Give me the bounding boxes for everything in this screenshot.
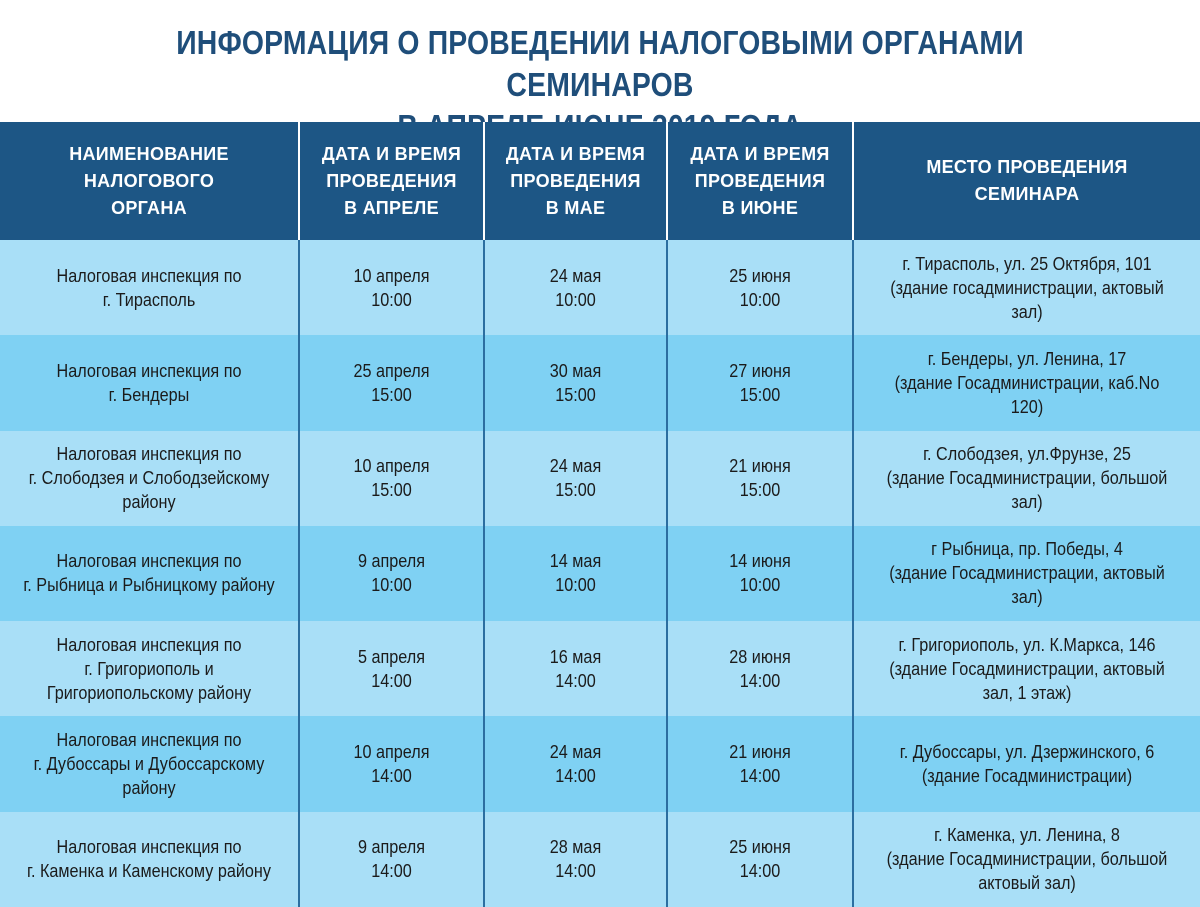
table-row (0, 431, 1200, 526)
cell-line: 24 мая (549, 456, 602, 477)
cell-april (299, 240, 484, 335)
cell-april (299, 526, 484, 621)
seminar-schedule-table (0, 122, 1200, 907)
cell-organ (0, 526, 299, 621)
cell-line: 14:00 (555, 861, 596, 882)
table-row (0, 812, 1200, 907)
cell-may (484, 431, 667, 526)
cell-content (20, 442, 277, 514)
cell-line: 21 июня (729, 456, 791, 477)
cell-line: 14 июня (729, 551, 791, 572)
cell-line: зал) (1011, 301, 1043, 322)
cell-line: 25 апреля (353, 360, 430, 381)
cell-content (315, 835, 469, 883)
cell-june (667, 240, 853, 335)
cell-line: 15:00 (739, 480, 781, 501)
header-text: В ИЮНЕ (721, 197, 799, 218)
cell-line: г. Дубоссары и Дубоссарскому (33, 754, 265, 775)
cell-organ (0, 716, 299, 811)
cell-content (683, 645, 838, 693)
cell-content (20, 549, 277, 597)
header-text: СЕМИНАРА (974, 184, 1080, 204)
cell-line: 14:00 (371, 861, 412, 882)
cell-june (667, 431, 853, 526)
cell-line: 30 мая (549, 360, 602, 381)
cell-content (877, 823, 1178, 895)
header-text: ДАТА И ВРЕМЯ (321, 143, 462, 164)
cell-content (20, 633, 277, 705)
cell-line: г. Григориополь и (84, 658, 214, 679)
cell-line: 10:00 (739, 575, 781, 596)
cell-line: 10 апреля (353, 742, 430, 763)
cell-june (667, 335, 853, 430)
cell-line: 28 мая (549, 837, 602, 858)
cell-line: району (122, 778, 176, 799)
cell-line: актовый зал) (978, 873, 1076, 894)
cell-line: 10:00 (555, 575, 596, 596)
cell-june (667, 716, 853, 811)
cell-line: Налоговая инспекция по (56, 634, 242, 655)
cell-content (499, 264, 651, 312)
cell-line: г. Слободзея и Слободзейскому (28, 468, 270, 489)
cell-line: Налоговая инспекция по (56, 551, 242, 572)
cell-line: г. Каменка и Каменскому району (27, 861, 271, 882)
cell-line: 9 апреля (357, 551, 425, 572)
cell-line: Налоговая инспекция по (56, 730, 242, 751)
header-organ (0, 122, 299, 240)
cell-line: 15:00 (371, 480, 412, 501)
cell-line: зал) (1011, 492, 1043, 513)
cell-content (315, 264, 469, 312)
cell-line: (здание Госадминистрации, каб.No (894, 372, 1160, 393)
cell-line: 24 мая (549, 742, 602, 763)
cell-line: (здание госадминистрации, актовый (890, 277, 1164, 298)
cell-line: зал, 1 этаж) (982, 682, 1072, 703)
cell-line: 10:00 (371, 575, 412, 596)
cell-content (683, 454, 838, 502)
cell-line: г. Дубоссары, ул. Дзержинского, 6 (899, 742, 1155, 763)
header-may (484, 122, 667, 240)
cell-line: Налоговая инспекция по (56, 265, 242, 286)
cell-line: 10 апреля (353, 456, 430, 477)
cell-line: 14:00 (555, 670, 596, 691)
header-text: ОРГАНА (111, 197, 187, 218)
cell-may (484, 716, 667, 811)
cell-content (499, 454, 651, 502)
cell-content (499, 835, 651, 883)
header-text: НАИМЕНОВАНИЕ (69, 143, 229, 164)
cell-line: району (122, 492, 176, 513)
cell-content (315, 645, 469, 693)
cell-line: г. Каменка, ул. Ленина, 8 (934, 825, 1120, 846)
cell-line: 5 апреля (357, 646, 425, 667)
cell-line: 15:00 (739, 384, 781, 405)
cell-line: 10:00 (371, 289, 412, 310)
cell-content (20, 359, 277, 407)
cell-may (484, 335, 667, 430)
cell-line: 14:00 (739, 861, 781, 882)
cell-line: 16 мая (549, 646, 602, 667)
cell-content (877, 537, 1178, 609)
header-text: В МАЕ (545, 197, 606, 218)
header-text: НАЛОГОВОГО (83, 170, 215, 191)
table-body (0, 240, 1200, 907)
cell-content (315, 549, 469, 597)
table-header (0, 122, 1200, 240)
cell-april (299, 812, 484, 907)
cell-content (499, 549, 651, 597)
cell-content (315, 454, 469, 502)
cell-line: 25 июня (729, 837, 791, 858)
cell-content (877, 442, 1178, 514)
table-row (0, 621, 1200, 716)
cell-line: 25 июня (729, 265, 791, 286)
cell-content (20, 835, 277, 883)
cell-line: 15:00 (555, 480, 596, 501)
cell-april (299, 716, 484, 811)
cell-may (484, 240, 667, 335)
cell-content (877, 252, 1178, 324)
cell-place (853, 335, 1200, 430)
cell-april (299, 335, 484, 430)
cell-june (667, 621, 853, 716)
header-text: ДАТА И ВРЕМЯ (690, 143, 830, 164)
cell-line: 14:00 (371, 766, 412, 787)
cell-may (484, 526, 667, 621)
cell-line: 9 апреля (357, 837, 425, 858)
cell-line: 15:00 (371, 384, 412, 405)
cell-line: г. Григориополь, ул. К.Маркса, 146 (898, 634, 1156, 655)
cell-content (20, 728, 277, 800)
cell-line: (здание Госадминистрации, большой (886, 849, 1168, 870)
cell-content (683, 549, 838, 597)
header-text: МЕСТО ПРОВЕДЕНИЯ (926, 157, 1128, 177)
cell-line: 28 июня (729, 646, 791, 667)
cell-organ (0, 335, 299, 430)
cell-line: 10 апреля (353, 265, 430, 286)
cell-line: Налоговая инспекция по (56, 444, 242, 465)
table-row (0, 526, 1200, 621)
cell-place (853, 716, 1200, 811)
header-text: ПРОВЕДЕНИЯ (326, 170, 457, 191)
cell-content (683, 264, 838, 312)
cell-line: (здание Госадминистрации, актовый (889, 658, 1165, 679)
cell-organ (0, 621, 299, 716)
cell-april (299, 621, 484, 716)
cell-line: г. Тирасполь (102, 289, 196, 310)
cell-line: 10:00 (739, 289, 781, 310)
cell-line: г. Слободзея, ул.Фрунзе, 25 (923, 444, 1131, 465)
header-row (0, 122, 1200, 240)
cell-place (853, 431, 1200, 526)
cell-line: г. Рыбница и Рыбницкому району (23, 575, 275, 596)
cell-organ (0, 431, 299, 526)
cell-line: г. Бендеры, ул. Ленина, 17 (927, 348, 1127, 369)
cell-line: зал) (1011, 587, 1043, 608)
cell-content (499, 645, 651, 693)
cell-line: 21 июня (729, 742, 791, 763)
header-text: ПРОВЕДЕНИЯ (510, 170, 641, 191)
cell-line: 27 июня (729, 360, 791, 381)
cell-content (499, 740, 651, 788)
cell-line: Налоговая инспекция по (56, 360, 242, 381)
header-place (853, 122, 1200, 240)
cell-june (667, 526, 853, 621)
header-june (667, 122, 853, 240)
cell-content (683, 740, 838, 788)
cell-organ (0, 240, 299, 335)
table-row (0, 716, 1200, 811)
cell-line: Григориопольскому району (46, 682, 252, 703)
cell-line: г. Тирасполь, ул. 25 Октября, 101 (902, 253, 1152, 274)
page-title-line-1: ИНФОРМАЦИЯ О ПРОВЕДЕНИИ НАЛОГОВЫМИ ОРГАНАМИ СЕМИНАРОВ (176, 24, 1024, 103)
cell-line: 14:00 (371, 670, 412, 691)
header-text: ДАТА И ВРЕМЯ (505, 143, 646, 164)
cell-content (877, 633, 1178, 705)
cell-place (853, 526, 1200, 621)
cell-line: 14:00 (555, 766, 596, 787)
cell-content (20, 264, 277, 312)
cell-line: 24 мая (549, 265, 602, 286)
cell-place (853, 812, 1200, 907)
table-row (0, 240, 1200, 335)
cell-content (315, 740, 469, 788)
cell-content (315, 359, 469, 407)
page-title (0, 0, 1200, 120)
cell-line: 120) (1010, 396, 1044, 417)
cell-content (499, 359, 651, 407)
cell-line: (здание Госадминистрации, актовый (889, 563, 1165, 584)
cell-line: (здание Госадминистрации) (921, 766, 1133, 787)
cell-content (877, 347, 1178, 419)
cell-may (484, 812, 667, 907)
cell-april (299, 431, 484, 526)
header-text: В АПРЕЛЕ (344, 197, 439, 218)
header-april (299, 122, 484, 240)
cell-place (853, 240, 1200, 335)
cell-line: г Рыбница, пр. Победы, 4 (931, 539, 1123, 560)
cell-line: 15:00 (555, 384, 596, 405)
cell-content (683, 359, 838, 407)
cell-line: 14 мая (549, 551, 602, 572)
cell-line: г. Бендеры (108, 384, 190, 405)
cell-line: 10:00 (555, 289, 596, 310)
cell-june (667, 812, 853, 907)
cell-line: 14:00 (739, 670, 781, 691)
cell-may (484, 621, 667, 716)
cell-content (877, 740, 1178, 788)
cell-place (853, 621, 1200, 716)
cell-line: (здание Госадминистрации, большой (886, 468, 1168, 489)
header-text: ПРОВЕДЕНИЯ (694, 170, 826, 191)
table-row (0, 335, 1200, 430)
cell-content (683, 835, 838, 883)
cell-line: Налоговая инспекция по (56, 837, 242, 858)
cell-line: 14:00 (739, 766, 781, 787)
cell-organ (0, 812, 299, 907)
